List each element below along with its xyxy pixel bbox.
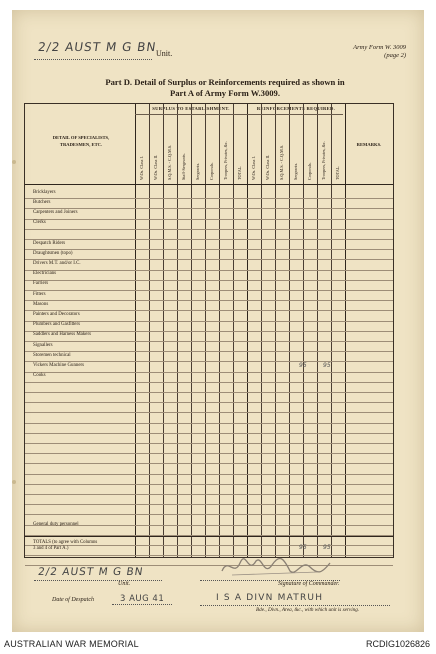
form-page-text: (page 2)	[384, 52, 406, 59]
row-divider	[25, 229, 393, 230]
detail-header-line1: DETAIL OF SPECIALISTS,	[52, 135, 110, 140]
trade-row-label: Drivers M.T. and/or I.C.	[33, 260, 81, 266]
bottom-unit-handwritten: 2/2 AUST M G BN	[37, 566, 145, 578]
row-divider	[25, 484, 393, 485]
detail-header	[31, 134, 131, 148]
form-number	[336, 44, 406, 60]
form-title-line1: Part D. Detail of Surplus or Reinforcements required as shown in	[105, 77, 345, 87]
row-divider	[25, 208, 393, 209]
surplus-reinforcement-table	[24, 103, 394, 558]
reinforcement-column-header: Troopers, Privates, &c.	[321, 141, 326, 180]
caption-strip	[0, 636, 436, 654]
totals-line1: TOTALS (to agree with Columns	[33, 540, 98, 545]
totals-divider	[25, 536, 393, 537]
row-divider	[25, 402, 393, 403]
group-header-divider	[135, 114, 343, 115]
punch-hole	[12, 160, 16, 164]
row-divider	[25, 555, 393, 556]
row-divider	[25, 280, 393, 281]
caption-right: RCDIG1026826	[365, 639, 430, 649]
reinforcement-column-header: Corporals.	[307, 162, 312, 180]
totals-line2: 3 and 4 of Part A.)	[33, 545, 69, 551]
trade-row-label: Farriers	[33, 281, 49, 287]
bde-divn-label: Bde., Divn., Area, &c., with which unit is serving.	[256, 607, 360, 613]
row-divider	[25, 239, 393, 240]
remarks-header: REMARKS.	[356, 142, 382, 147]
unit-underline	[34, 59, 152, 60]
row-divider	[25, 198, 393, 199]
reinforcement-column-header: W.Os. Class II.	[265, 154, 270, 180]
row-divider	[25, 504, 393, 505]
vickers-total-value: 95	[323, 362, 331, 369]
bottom-unit-underline	[34, 580, 162, 581]
date-of-despatch-value: 3 AUG 41	[120, 594, 165, 604]
row-divider	[25, 474, 393, 475]
surplus-column-header: W.Os. Class II.	[153, 154, 158, 180]
row-divider	[25, 341, 393, 342]
caption-left: AUSTRALIAN WAR MEMORIAL	[4, 639, 139, 649]
row-divider	[25, 270, 393, 271]
bde-underline	[200, 605, 390, 606]
trade-row-label: Plumbers and Gasfitters	[33, 322, 80, 328]
row-divider	[25, 443, 393, 444]
surplus-header: SURPLUS TO ESTABLISHMENT.	[152, 106, 230, 111]
detail-header-line2: TRADESMEN, ETC.	[59, 142, 103, 147]
header-divider	[25, 184, 393, 185]
surplus-column-header: Sergeants.	[195, 162, 200, 180]
signature-label: Signature of Commander.	[278, 581, 340, 587]
form-title	[60, 77, 390, 99]
row-divider	[25, 300, 393, 301]
trade-row-label: Cooks	[33, 373, 46, 379]
general-duty-label: General duty personnel	[33, 522, 79, 527]
row-divider	[25, 525, 393, 526]
trade-row-label: Clerks	[33, 220, 46, 226]
trade-row-label: Despatch Riders	[33, 240, 66, 246]
trade-row-label: Draughtsmen (topo)	[33, 250, 73, 256]
trade-row-label: Electricians	[33, 271, 57, 277]
trade-row-label: Vickers Machine Gunners	[33, 362, 85, 368]
row-divider	[25, 310, 393, 311]
row-divider	[25, 514, 393, 515]
reinforcement-column-header: S.Q.M.S. - C.Q.M.S.	[279, 144, 284, 180]
trade-row-label: Painters and Decorators	[33, 311, 80, 317]
reinforcement-column-header: TOTAL.	[335, 165, 340, 180]
reinforcement-column-header: W.Os. Class I.	[251, 156, 256, 180]
trade-row-label: Storemen technical	[33, 352, 71, 358]
row-divider	[25, 494, 393, 495]
surplus-column-header: Troopers, Privates, &c.	[223, 141, 228, 180]
trade-row-label: Butchers	[33, 199, 51, 205]
row-divider	[25, 372, 393, 373]
surplus-column-header: S.Q.M.S. - C.Q.M.S.	[167, 144, 172, 180]
totals-troopers-value: 95	[299, 544, 307, 551]
unit-handwritten: 2/2 AUST M G BN	[37, 40, 158, 54]
punch-hole	[12, 480, 16, 484]
row-divider	[25, 249, 393, 250]
row-divider	[25, 463, 393, 464]
date-of-despatch-label: Date of Despatch	[52, 597, 94, 603]
totals-total-value: 95	[323, 544, 331, 551]
reinforcements-header: REINFORCEMENTS REQUIRED.	[256, 106, 336, 111]
bde-divn-value: I S A DIVN MATRUH	[216, 593, 324, 603]
trade-row-label: Carpenters and Joiners	[33, 209, 78, 215]
commander-signature	[218, 555, 334, 579]
totals-label	[33, 540, 97, 551]
row-divider	[25, 351, 393, 352]
row-divider	[25, 453, 393, 454]
row-divider	[25, 321, 393, 322]
vickers-troopers-value: 95	[299, 362, 307, 369]
row-divider	[25, 290, 393, 291]
date-underline	[112, 604, 172, 605]
row-divider	[25, 433, 393, 434]
surplus-column-header: TOTAL.	[237, 165, 242, 180]
trade-row-label: Signallers	[33, 342, 53, 348]
reinforcement-column-header: Sergeants.	[293, 162, 298, 180]
surplus-column-header: W.Os. Class I.	[139, 156, 144, 180]
row-divider	[25, 382, 393, 383]
surplus-column-header: Staff-Sergeants.	[181, 153, 186, 180]
row-divider	[25, 392, 393, 393]
row-divider	[25, 219, 393, 220]
unit-label: Unit.	[156, 49, 173, 58]
row-divider	[25, 412, 393, 413]
row-divider	[25, 423, 393, 424]
trade-row-label: Bricklayers	[33, 189, 56, 195]
form-title-line2: Part A of Army Form W.3009.	[169, 88, 281, 98]
trade-row-label: Saddlers and Harness Makers	[33, 332, 91, 338]
trade-row-label: Fitters	[33, 291, 46, 297]
bottom-unit-label: Unit.	[118, 581, 131, 587]
form-number-text: Army Form W. 3009	[353, 44, 406, 51]
trade-row-label: Masons	[33, 301, 49, 307]
surplus-column-header: Corporals.	[209, 162, 214, 180]
